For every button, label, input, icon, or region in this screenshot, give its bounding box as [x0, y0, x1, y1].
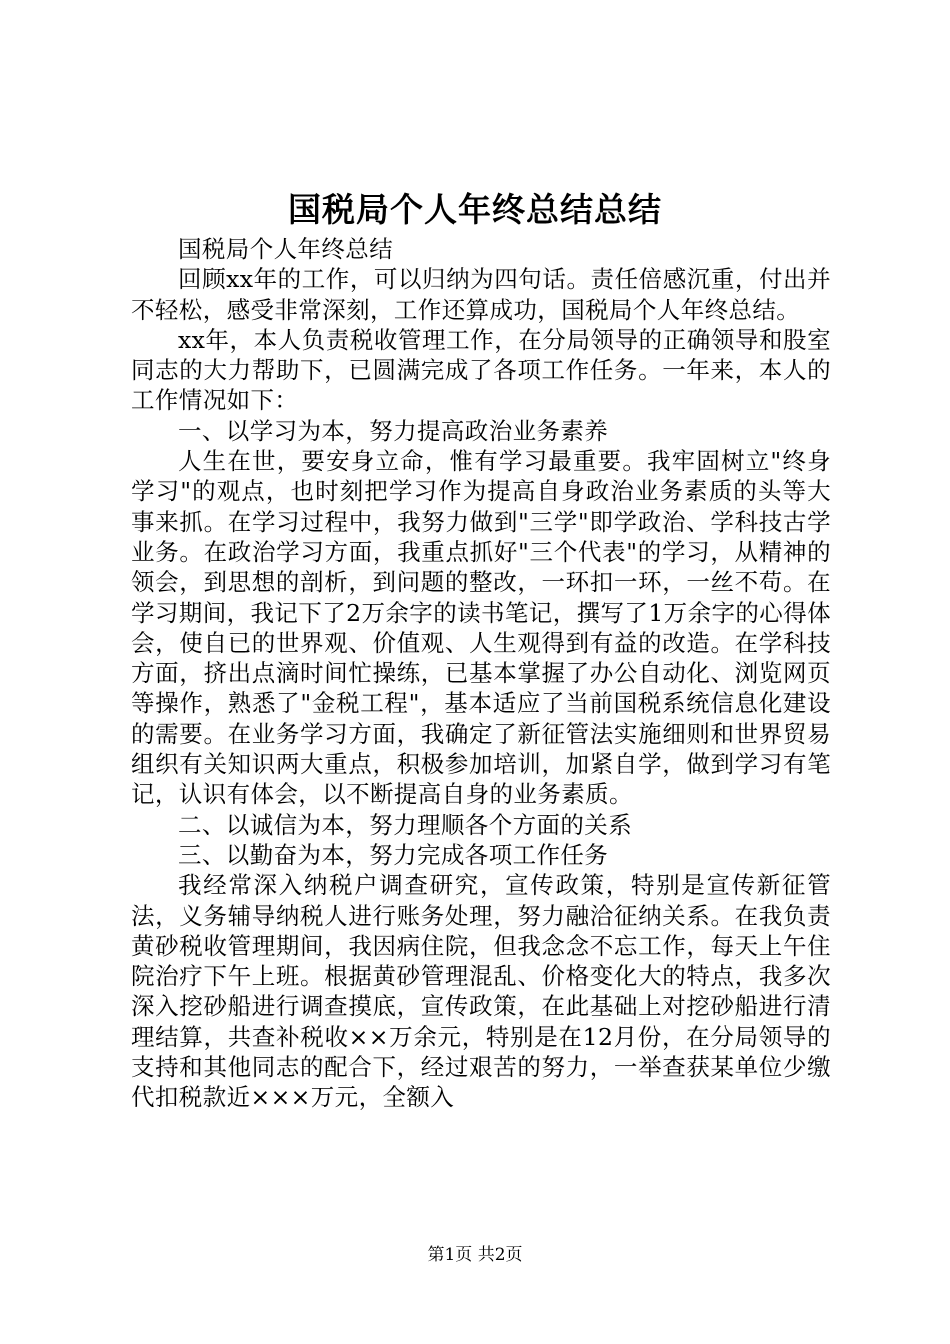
document-body	[131, 234, 831, 1113]
paragraph-overview: xx年，本人负责税收管理工作，在分局领导的正确领导和股室同志的大力帮助下，已圆满完成了各项工作任务。一年来，本人的工作情况如下：	[131, 325, 831, 415]
section-heading-1: 一、以学习为本，努力提高政治业务素养	[178, 416, 609, 445]
section-heading-2: 二、以诚信为本，努力理顺各个方面的关系	[178, 810, 633, 839]
page-footer: 第1页 共2页	[427, 1245, 523, 1265]
paragraph-intro: 回顾xx年的工作，可以归纳为四句话。责任倍感沉重，付出并不轻松，感受非常深刻，工作还算成功，国税局个人年终总结。	[131, 265, 831, 324]
paragraph-work: 我经常深入纳税户调查研究，宣传政策，特别是宣传新征管法，义务辅导纳税人进行账务处理，努力融洽征纳关系。在我负责黄砂税收管理期间，我因病住院，但我念念不忘工作，每天上午住院治疗下午上班。根据黄砂管理混乱、价格变化大的特点，我多次深入挖砂船进行调查摸底，宣传政策，在此基础上对挖砂船进行清理结算，共查补税收××万余元，特别是在12月份，在分局领导的支持和其他同志的配合下，经过艰苦的努力，一举查获某单位少缴代扣税款近×××万元，全额入	[131, 871, 831, 1112]
paragraph-study: 人生在世，要安身立命，惟有学习最重要。我牢固树立"终身学习"的观点，也时刻把学习作为提高自身政治业务素质的头等大事来抓。在学习过程中，我努力做到"三学"即学政治、学科技古学业务。在政治学习方面，我重点抓好"三个代表"的学习，从精神的领会，到思想的剖析，到问题的整改，一环扣一环，一丝不苟。在学习期间，我记下了2万余字的读书笔记，撰写了1万余字的心得体会，使自已的世界观、价值观、人生观得到有益的改造。在学科技方面，挤出点滴时间忙操练，已基本掌握了办公自动化、浏览网页等操作，熟悉了"金税工程"，基本适应了当前国税系统信息化建设的需要。在业务学习方面，我确定了新征管法实施细则和世界贸易组织有关知识两大重点，积极参加培训，加紧自学，做到学习有笔记，认识有体会，以不断提高自身的业务素质。	[131, 447, 831, 809]
document-title: 国税局个人年终总结总结	[288, 190, 662, 229]
paragraph-subtitle: 国税局个人年终总结	[178, 235, 394, 263]
section-heading-3: 三、以勤奋为本，努力完成各项工作任务	[178, 840, 609, 869]
